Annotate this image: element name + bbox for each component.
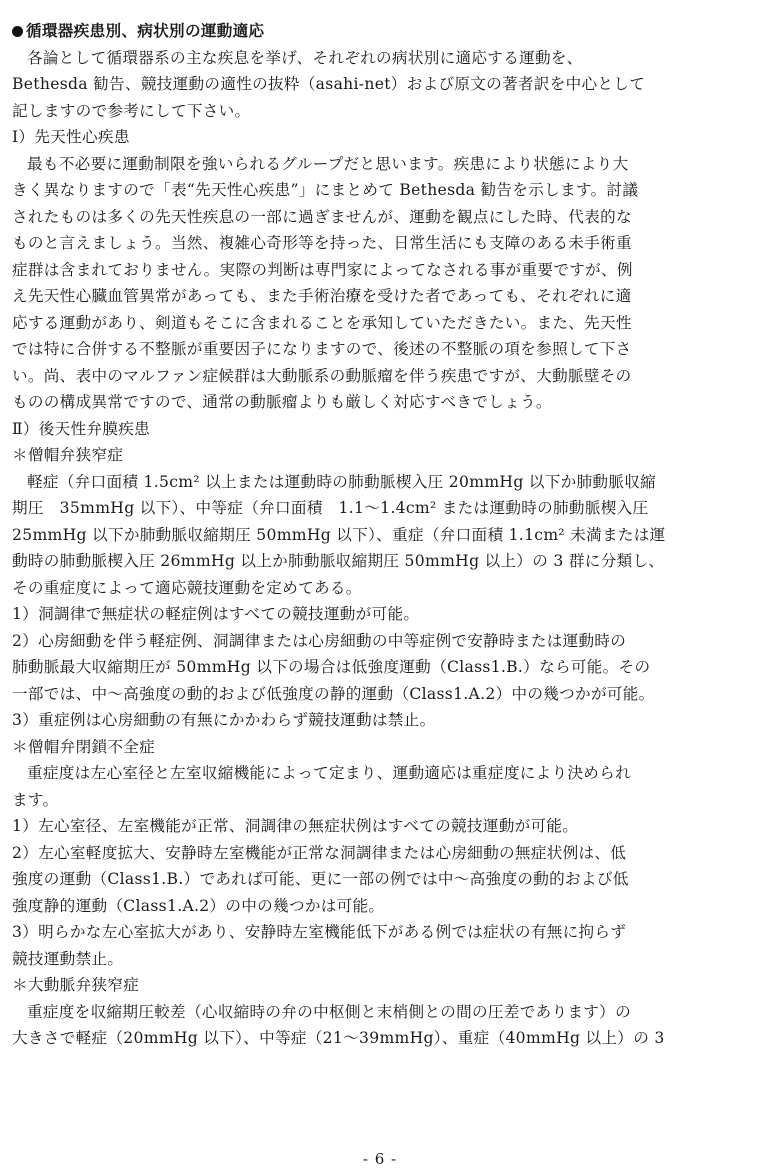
text-line: 応する運動があり、剣道もそこに含まれることを承知していただきたい。また、先天性 xyxy=(12,313,632,332)
text-line: え先天性心臓血管異常があっても、また手術治療を受けた者であっても、それぞれに適 xyxy=(12,287,632,305)
text-line: 25mmHg 以下か肺動脈収縮期圧 50mmHg 以下）、重症（弁口面積 1.1cm² 未満または運 xyxy=(12,525,666,544)
text-line: その重症度によって適応競技運動を定めてある。 xyxy=(12,578,362,597)
list-item: 1）左心室径、左室機能が正常、洞調律の無症状例はすべての競技運動が可能。 xyxy=(12,817,579,835)
text-line: 期圧 35mmHg 以下）、中等症（弁口面積 1.1～1.4cm² または運動時の肺動脈楔入圧 xyxy=(12,499,649,517)
text-line: ものと言えましょう。当然、複雑心奇形等を持った、日常生活にも支障のある未手術重 xyxy=(12,234,632,252)
list-item: 1）洞調律で無症状の軽症例はすべての競技運動が可能。 xyxy=(12,605,420,623)
text-line: 重症度を収縮期圧較差（心収縮時の弁の中枢側と末梢側との間の圧差であります）の xyxy=(27,1002,631,1021)
page-number: - 6 - xyxy=(362,1150,398,1168)
list-item: 3）重症例は心房細動の有無にかかわらず競技運動は禁止。 xyxy=(12,711,436,729)
text-line: 最も不必要に運動制限を強いられるグループだと思います。疾患により状態により大 xyxy=(27,154,629,173)
section-heading-text: 循環器疾患別、病状別の運動適応 xyxy=(26,22,265,40)
text-line: 記しますので参考にして下さい。 xyxy=(12,101,251,120)
document-body xyxy=(12,18,702,1052)
bullet-icon xyxy=(12,26,23,37)
section-heading xyxy=(12,18,702,45)
text-line: 強度静的運動（Class1.A.2）の中の幾つかは可能。 xyxy=(12,896,385,915)
text-line: Bethesda 勧告、競技運動の適性の抜粋（asahi-net）および原文の著者訳を中心として xyxy=(12,75,646,93)
text-line: ます。 xyxy=(12,790,59,809)
text-line: されたものは多くの先天性疾息の一部に過ぎませんが、運動を観点にした時、代表的な xyxy=(12,207,632,226)
text-line: 競技運動禁止。 xyxy=(12,949,124,968)
text-line: 肺動脈最大収縮期圧が 50mmHg 以下の場合は低強度運動（Class1.B.）なら可能。その xyxy=(12,658,651,676)
list-item: 2）左心室軽度拡大、安静時左室機能が正常な洞調律または心房細動の無症状例は、低 xyxy=(12,843,627,862)
text-line: ものの構成異常ですので、通常の動脈瘤よりも厳しく対応すべきでしょう。 xyxy=(12,393,552,411)
subsection-heading: ＊僧帽弁閉鎖不全症 xyxy=(12,737,156,756)
text-line: い。尚、表中のマルファン症候群は大動脈系の動脈瘤を伴う疾患ですが、大動脈壁その xyxy=(12,366,632,385)
text-line: 強度の運動（Class1.B.）であれば可能、更に一部の例では中～高強度の動的および低 xyxy=(12,870,629,888)
list-item: 3）明らかな左心室拡大があり、安静時左室機能低下がある例では症状の有無に拘らず xyxy=(12,923,627,941)
text-line: 各論として循環器系の主な疾息を挙げ、それぞれの病状別に適応する運動を、 xyxy=(27,48,583,67)
text-line: 動時の肺動脈楔入圧 26mmHg 以上か肺動脈収縮期圧 50mmHg 以上）の 3 群に分類し、 xyxy=(12,552,665,570)
text-line: 一部では、中～高強度の動的および低強度の静的運動（Class1.A.2）中の幾つかが可能。 xyxy=(12,684,655,703)
subsection-heading: Ⅱ）後天性弁膜疾患 xyxy=(12,419,151,438)
subsection-heading: Ⅰ）先天性心疾患 xyxy=(12,128,130,146)
text-line: 大きさで軽症（20mmHg 以下）、中等症（21～39mmHg）、重症（40mmHg 以上）の 3 xyxy=(12,1029,665,1047)
subsection-heading: ＊大動脈弁狭窄症 xyxy=(12,976,140,994)
subsection-heading: ＊僧帽弁狭窄症 xyxy=(12,446,124,464)
text-line: 重症度は左心室径と左室収縮機能によって定まり、運動適応は重症度により決められ xyxy=(27,764,631,782)
text-line: では特に合併する不整脈が重要因子になりますので、後述の不整脈の項を参照して下さ xyxy=(12,340,632,358)
text-line: 軽症（弁口面積 1.5cm² 以上または運動時の肺動脈楔入圧 20mmHg 以下か肺動脈収縮 xyxy=(27,472,657,491)
text-line: 症群は含まれておりません。実際の判断は専門家によってなされる事が重要ですが、例 xyxy=(12,260,633,279)
list-item: 2）心房細動を伴う軽症例、洞調律または心房細動の中等症例で安静時または運動時の xyxy=(12,631,627,650)
text-line: きく異なりますので「表“先天性心疾患”」にまとめて Bethesda 勧告を示します。討議 xyxy=(12,181,639,199)
